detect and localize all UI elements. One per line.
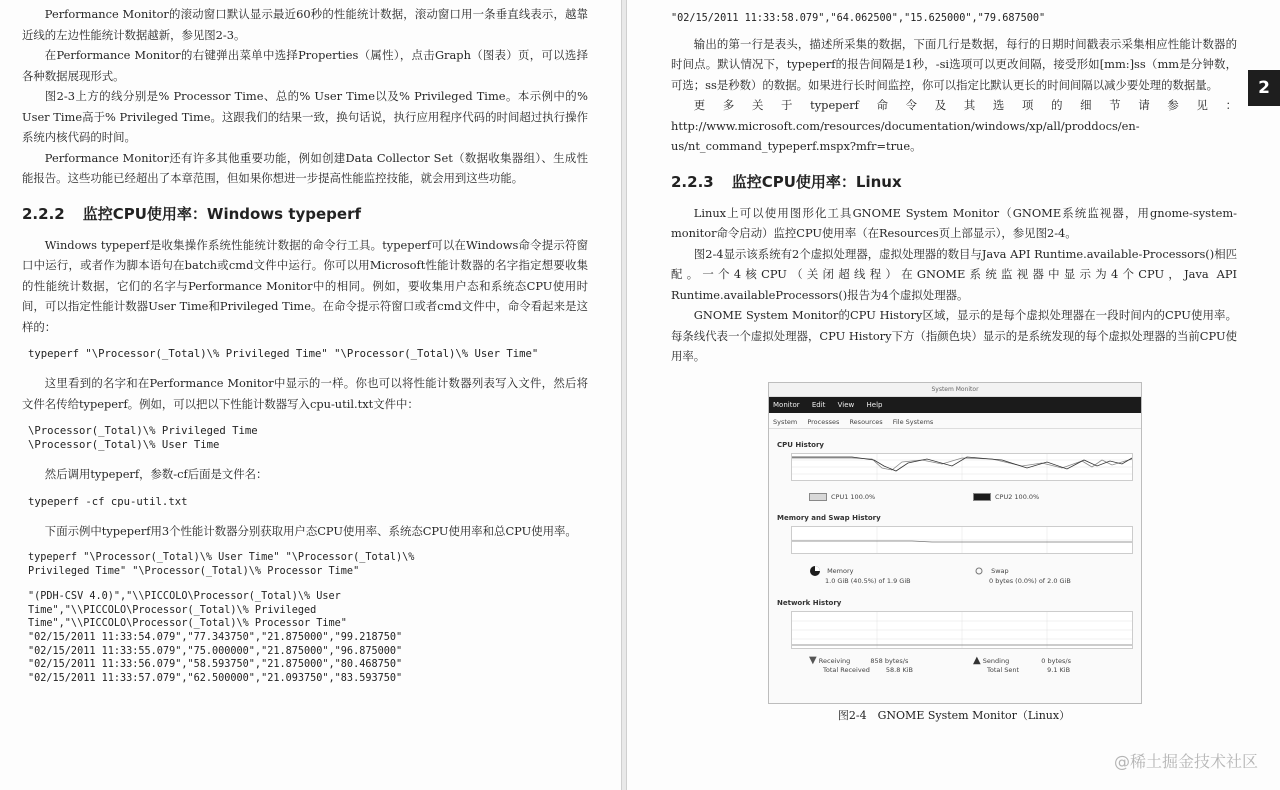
swap-legend — [973, 565, 1071, 585]
left-page — [0, 0, 622, 790]
tab-resources: Resources — [849, 418, 883, 426]
system-monitor-figure — [768, 382, 1142, 704]
sending-value: 0 bytes/s — [1041, 657, 1071, 665]
menu-bar — [769, 397, 1141, 413]
paragraph: 更多关于typeperf命令及其选项的细节请参见：http://www.microsoft.com/resources/documentation/windows/xp/all/proddocs/en-us/nt_command_typeperf.mspx?mfr=true。 — [671, 98, 1237, 154]
cpu2-value: CPU2 100.0% — [995, 493, 1040, 501]
memory-history-graph — [791, 526, 1133, 554]
code-block: \Processor(_Total)\% Privileged Time \Processor(_Total)\% User Time — [28, 425, 258, 451]
code-output: "02/15/2011 11:33:58.079","64.062500","15.625000","79.687500" — [671, 13, 1046, 24]
memory-pie-icon — [809, 565, 821, 577]
chapter-tab: 2 — [1248, 70, 1280, 106]
cpu1-swatch — [809, 493, 827, 501]
tab-processes: Processes — [807, 418, 840, 426]
paragraph: Performance Monitor还有许多其他重要功能，例如创建Data Collector Set（数据收集器组）、生成性能报告。这些功能已经超出了本章范围，但如果你想进一步提高性能监控技能，就会用到这些功能。 — [22, 150, 588, 185]
right-page-content — [671, 8, 1237, 367]
total-received-value: 58.8 KiB — [885, 666, 913, 674]
code-block: typeperf "\Processor(_Total)\% Privileged Time" "\Processor(_Total)\% User Time" — [28, 348, 539, 360]
tab-system: System — [773, 418, 798, 426]
cpu1-value: CPU1 100.0% — [831, 493, 876, 501]
left-page-content — [22, 4, 588, 697]
cpu1-legend — [809, 493, 875, 501]
memory-legend — [809, 565, 911, 585]
cpu2-legend — [973, 493, 1039, 501]
paragraph: GNOME System Monitor的CPU History区域，显示的是每个虚拟处理器在一段时间内的CPU使用率。每条线代表一个虚拟处理器，CPU History下方（指颜色块）显示的是系统发现的每个虚拟处理器的当前CPU使用率。 — [671, 308, 1237, 364]
download-arrow-icon: ▼ — [809, 655, 817, 666]
total-sent-value: 9.1 KiB — [1047, 666, 1071, 674]
watermark: @稀土掘金技术社区 — [1113, 752, 1258, 771]
right-page — [626, 0, 1280, 790]
paragraph: Performance Monitor的滚动窗口默认显示最近60秒的性能统计数据，滚动窗口用一条垂直线表示，越靠近线的左边性能统计数据越新，参见图2-3。 — [22, 7, 588, 42]
sending-legend — [973, 655, 1071, 674]
receiving-legend — [809, 655, 913, 674]
network-history-title: Network History — [777, 599, 842, 607]
paragraph: 图2-4显示该系统有2个虚拟处理器，虚拟处理器的数目与Java API Runtime.available-Processors()相匹配。一个4核CPU（关闭超线程）在GNOME系统监视器中显示为4个CPU，Java API Runtime.availableProcessors()报告为4个虚拟处理器。 — [671, 246, 1237, 302]
memory-value: 1.0 GiB (40.5%) of 1.9 GiB — [825, 577, 911, 585]
receiving-label: Receiving — [818, 657, 851, 665]
menu-monitor: Monitor — [773, 401, 800, 409]
section-heading — [671, 171, 1237, 193]
figure-caption: 图2-4 GNOME System Monitor（Linux） — [837, 709, 1071, 722]
menu-edit: Edit — [811, 401, 826, 409]
sending-label: Sending — [982, 657, 1010, 665]
section-number: 2.2.3 — [671, 172, 714, 191]
memory-history-lines — [792, 527, 1132, 553]
cpu-history-graph — [791, 453, 1133, 481]
swap-pie-icon — [973, 565, 985, 577]
paragraph: 输出的第一行是表头，描述所采集的数据，下面几行是数据，每行的日期时间戳表示采集相应性能计数器的时间点。默认情况下，typeperf的报告间隔是1秒，-si选项可以更改间隔，接受形如[mm:]ss（mm是分钟数，可选；ss是秒数）的数据。如果进行长时间监控，你可以指定比默认更长的时间间隔以减少要处理的数据量。 — [671, 36, 1237, 92]
paragraph: Windows typeperf是收集操作系统性能统计数据的命令行工具。typeperf可以在Windows命令提示符窗口中运行，或者作为脚本语句在batch或cmd文件中运行。你可以用Microsoft性能计数器的名字指定想要收集的性能统计数据，它们的名字与Performance Monitor中的相同。例如，要收集用户态和系统态CPU使用时间，可以指定性能计数器User Time和Privileged Time。在命令提示符窗口或者cmd文件中，命令看起来是这样的： — [22, 237, 588, 334]
upload-arrow-icon: ▲ — [973, 655, 981, 666]
paragraph: 在Performance Monitor的右键弹出菜单中选择Properties（属性），点击Graph（图表）页，可以选择各种数据展现形式。 — [22, 48, 588, 83]
tab-file-systems: File Systems — [892, 418, 934, 426]
code-block: typeperf "\Processor(_Total)\% User Time" "\Processor(_Total)\% Privileged Time" "\Processor(_Total)\% Processor Time" — [28, 552, 415, 577]
network-history-graph — [791, 611, 1133, 649]
cpu-history-lines — [792, 454, 1132, 480]
code-output: "(PDH-CSV 4.0)","\\PICCOLO\Processor(_Total)\% User Time","\\PICCOLO\Processor(_Total)\% Privileged Time","\\PICCOLO\Processor(_Total)\% Processor Time" "02/15/2011 11:33:54.079","77.343750","21.875000","99.218750" "02/15/2011 11:33:55.079","75.000000","21.875000","96.875000" "02/15/2011 11:33:56.079","58.593750","21.875000","80.468750" "02/15/2011 11:33:57.079","62.500000","21.093750","83.593750" — [28, 591, 403, 684]
section-number: 2.2.2 — [22, 204, 65, 223]
tab-bar — [769, 415, 1141, 429]
receiving-value: 858 bytes/s — [870, 657, 909, 665]
code-block: typeperf -cf cpu-util.txt — [28, 495, 188, 508]
paragraph: 然后调用typeperf，参数-cf后面是文件名： — [44, 467, 268, 481]
paragraph: 这里看到的名字和在Performance Monitor中显示的一样。你也可以将性能计数器列表写入文件，然后将文件名传给typeperf。例如，可以把以下性能计数器写入cpu-util.txt文件中： — [22, 376, 588, 411]
total-received-label: Total Received — [823, 666, 870, 674]
cpu-history-title: CPU History — [777, 441, 824, 449]
window-title: System Monitor — [769, 383, 1141, 397]
menu-help: Help — [866, 401, 883, 409]
cpu2-swatch — [973, 493, 991, 501]
network-history-lines — [792, 612, 1132, 648]
paragraph: 下面示例中typeperf用3个性能计数器分别获取用户态CPU使用率、系统态CPU使用率和总CPU使用率。 — [44, 523, 577, 538]
paragraph: Linux上可以使用图形化工具GNOME System Monitor（GNOME系统监视器，用gnome-system-monitor命令启动）监控CPU使用率（在Resources页上部显示），参见图2-4。 — [671, 205, 1237, 241]
section-heading — [22, 203, 588, 225]
section-title: 监控CPU使用率：Linux — [731, 172, 902, 191]
menu-view: View — [837, 401, 855, 409]
memory-label: Memory — [827, 567, 854, 575]
swap-label: Swap — [991, 567, 1009, 575]
section-title: 监控CPU使用率：Windows typeperf — [82, 204, 362, 223]
paragraph: 图2-3上方的线分别是% Processor Time、总的% User Time以及% Privileged Time。本示例中的% User Time高于% Privileged Time。这跟我们的结果一致，换句话说，执行应用程序代码的时间超过执行操作系统内核代码的时间。 — [22, 89, 588, 144]
swap-value: 0 bytes (0.0%) of 2.0 GiB — [989, 577, 1071, 585]
total-sent-label: Total Sent — [987, 666, 1020, 674]
memory-history-title: Memory and Swap History — [777, 514, 881, 522]
